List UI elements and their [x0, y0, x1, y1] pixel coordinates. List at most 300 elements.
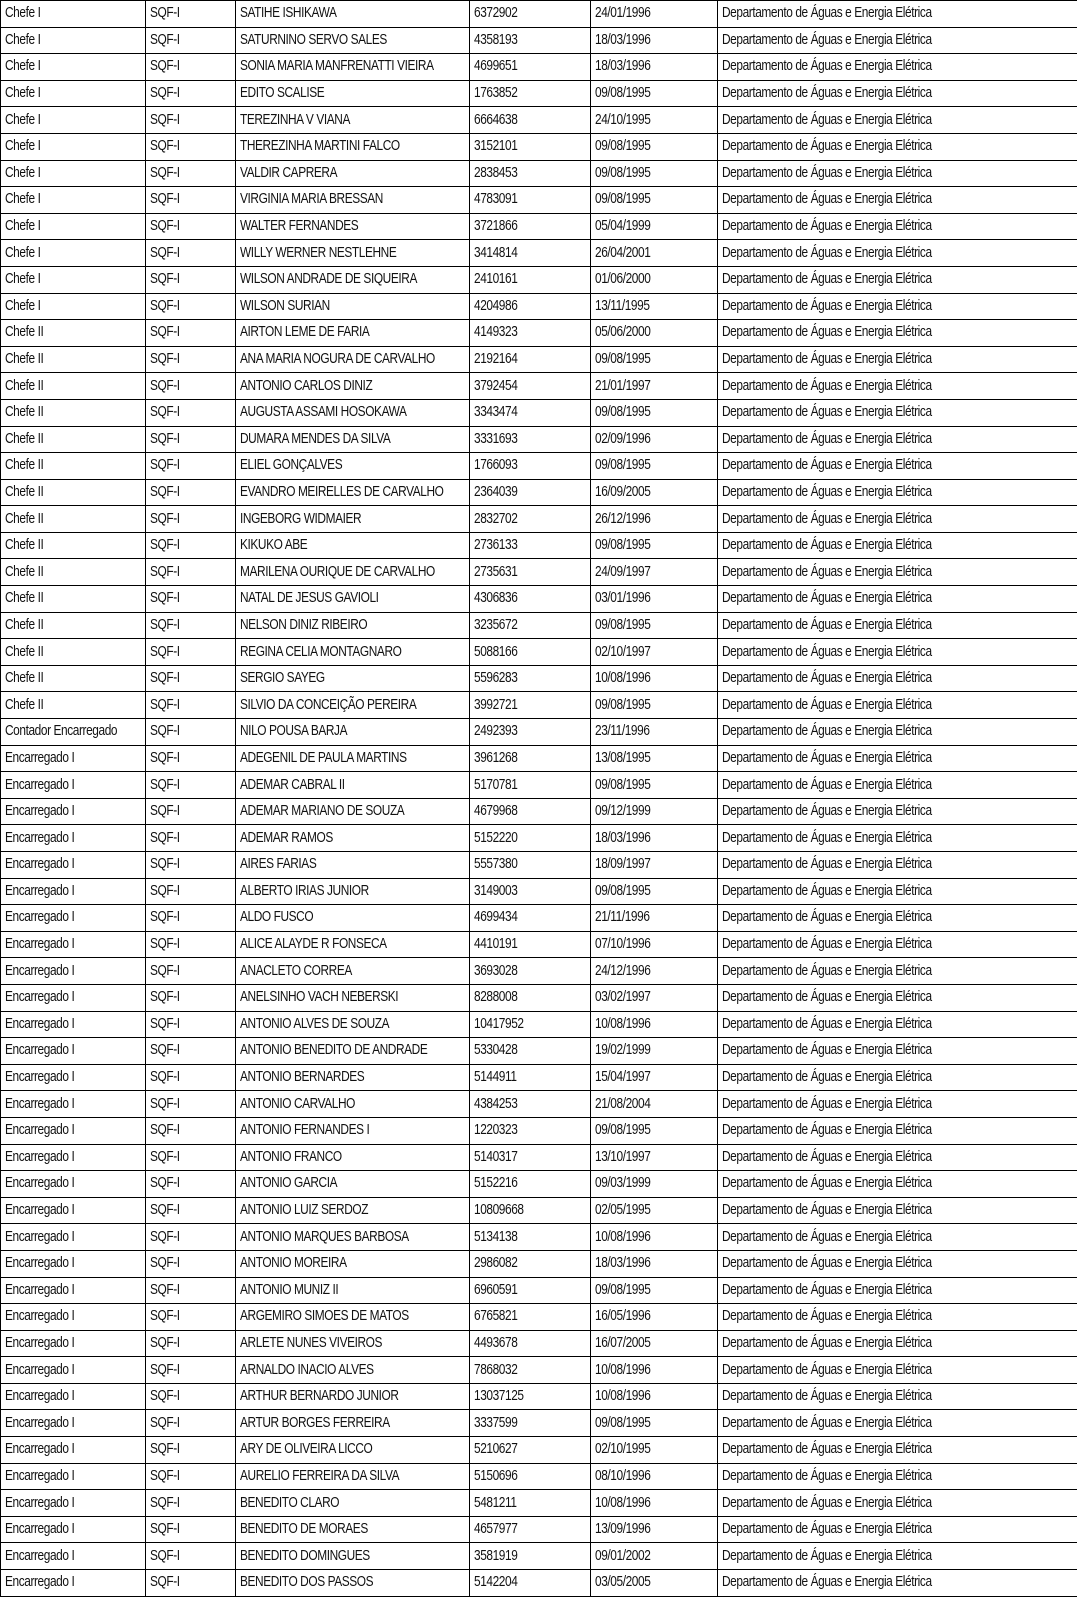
orgao-text: Departamento de Águas e Energia Elétrica [722, 1304, 932, 1329]
rg-cell [470, 931, 591, 958]
rg-text: 2832702 [474, 507, 517, 532]
cargo-cell [1, 878, 146, 905]
orgao-cell [718, 1091, 1077, 1118]
cargo-text: Chefe I [5, 134, 40, 159]
quadro-text: SQF-I [150, 1464, 180, 1489]
nome-cell [236, 266, 470, 293]
nome-text: ARY DE OLIVEIRA LICCO [240, 1437, 372, 1462]
quadro-cell [146, 798, 236, 825]
orgao-cell [718, 187, 1077, 214]
quadro-cell [146, 719, 236, 746]
nome-text: ANTONIO CARVALHO [240, 1092, 355, 1117]
nome-cell [236, 1490, 470, 1517]
orgao-cell [718, 612, 1077, 639]
table-row [1, 1383, 1077, 1410]
orgao-cell [718, 453, 1077, 480]
quadro-text: SQF-I [150, 932, 180, 957]
nome-text: WALTER FERNANDES [240, 214, 358, 239]
cargo-cell [1, 1516, 146, 1543]
table-row [1, 1091, 1077, 1118]
orgao-text: Departamento de Águas e Energia Elétrica [722, 1491, 932, 1516]
rg-cell [470, 1490, 591, 1517]
rg-text: 4410191 [474, 932, 517, 957]
table-row [1, 559, 1077, 586]
quadro-cell [146, 1011, 236, 1038]
data-text: 10/08/1996 [595, 1012, 650, 1037]
cargo-cell [1, 1197, 146, 1224]
rg-text: 6960591 [474, 1278, 517, 1303]
quadro-text: SQF-I [150, 294, 180, 319]
cargo-cell [1, 1011, 146, 1038]
orgao-cell [718, 54, 1077, 81]
rg-cell [470, 612, 591, 639]
cargo-text: Chefe I [5, 1, 40, 26]
quadro-text: SQF-I [150, 241, 180, 266]
orgao-text: Departamento de Águas e Energia Elétrica [722, 1464, 932, 1489]
quadro-text: SQF-I [150, 1384, 180, 1409]
nome-cell [236, 1091, 470, 1118]
quadro-cell [146, 878, 236, 905]
orgao-cell [718, 107, 1077, 134]
data-text: 26/12/1996 [595, 507, 650, 532]
cargo-cell [1, 852, 146, 879]
data-cell [591, 240, 718, 267]
data-cell [591, 293, 718, 320]
quadro-cell [146, 586, 236, 613]
orgao-cell [718, 27, 1077, 54]
data-cell [591, 852, 718, 879]
rg-text: 3152101 [474, 134, 517, 159]
nome-text: NATAL DE JESUS GAVIOLI [240, 586, 379, 611]
nome-cell [236, 373, 470, 400]
rg-cell [470, 479, 591, 506]
nome-text: ANTONIO BENEDITO DE ANDRADE [240, 1038, 427, 1063]
orgao-text: Departamento de Águas e Energia Elétrica [722, 507, 932, 532]
data-cell [591, 1570, 718, 1597]
rg-text: 7868032 [474, 1358, 517, 1383]
cargo-cell [1, 798, 146, 825]
orgao-cell [718, 984, 1077, 1011]
data-cell [591, 1171, 718, 1198]
nome-text: ANTONIO BERNARDES [240, 1065, 364, 1090]
table-row [1, 240, 1077, 267]
nome-text: ANACLETO CORREA [240, 959, 352, 984]
cargo-cell [1, 54, 146, 81]
orgao-text: Departamento de Águas e Energia Elétrica [722, 427, 932, 452]
quadro-cell [146, 54, 236, 81]
orgao-cell [718, 772, 1077, 799]
orgao-text: Departamento de Águas e Energia Elétrica [722, 1278, 932, 1303]
cargo-text: Encarregado I [5, 1251, 74, 1276]
orgao-text: Departamento de Águas e Energia Elétrica [722, 693, 932, 718]
nome-cell [236, 1437, 470, 1464]
rg-cell [470, 1144, 591, 1171]
nome-cell [236, 506, 470, 533]
orgao-cell [718, 1410, 1077, 1437]
cargo-cell [1, 107, 146, 134]
nome-text: ALICE ALAYDE R FONSECA [240, 932, 387, 957]
table-row [1, 586, 1077, 613]
cargo-cell [1, 1570, 146, 1597]
nome-cell [236, 1277, 470, 1304]
quadro-text: SQF-I [150, 1358, 180, 1383]
orgao-text: Departamento de Águas e Energia Elétrica [722, 640, 932, 665]
orgao-text: Departamento de Águas e Energia Elétrica [722, 719, 932, 744]
quadro-text: SQF-I [150, 746, 180, 771]
rg-text: 1766093 [474, 453, 517, 478]
cargo-text: Encarregado I [5, 879, 74, 904]
quadro-text: SQF-I [150, 1331, 180, 1356]
quadro-text: SQF-I [150, 161, 180, 186]
quadro-text: SQF-I [150, 480, 180, 505]
quadro-cell [146, 1144, 236, 1171]
nome-text: ANTONIO MOREIRA [240, 1251, 347, 1276]
table-row [1, 27, 1077, 54]
orgao-cell [718, 346, 1077, 373]
nome-cell [236, 399, 470, 426]
nome-cell [236, 213, 470, 240]
rg-text: 5330428 [474, 1038, 517, 1063]
rg-text: 4679968 [474, 799, 517, 824]
rg-text: 3149003 [474, 879, 517, 904]
data-text: 18/03/1996 [595, 28, 650, 53]
nome-text: BENEDITO DOMINGUES [240, 1544, 370, 1569]
orgao-cell [718, 426, 1077, 453]
rg-text: 10809668 [474, 1198, 524, 1223]
data-text: 10/08/1996 [595, 1491, 650, 1516]
rg-cell [470, 133, 591, 160]
data-cell [591, 878, 718, 905]
nome-text: MARILENA OURIQUE DE CARVALHO [240, 560, 435, 585]
cargo-cell [1, 958, 146, 985]
orgao-cell [718, 240, 1077, 267]
rg-text: 3414814 [474, 241, 517, 266]
rg-cell [470, 719, 591, 746]
rg-text: 3337599 [474, 1411, 517, 1436]
cargo-cell [1, 293, 146, 320]
cargo-text: Chefe II [5, 507, 43, 532]
orgao-text: Departamento de Águas e Energia Elétrica [722, 214, 932, 239]
quadro-text: SQF-I [150, 560, 180, 585]
quadro-cell [146, 453, 236, 480]
cargo-text: Encarregado I [5, 1544, 74, 1569]
orgao-text: Departamento de Águas e Energia Elétrica [722, 28, 932, 53]
quadro-cell [146, 1304, 236, 1331]
orgao-text: Departamento de Águas e Energia Elétrica [722, 879, 932, 904]
quadro-cell [146, 160, 236, 187]
cargo-cell [1, 1038, 146, 1065]
cargo-cell [1, 506, 146, 533]
rg-cell [470, 160, 591, 187]
quadro-text: SQF-I [150, 400, 180, 425]
orgao-text: Departamento de Águas e Energia Elétrica [722, 54, 932, 79]
rg-text: 2986082 [474, 1251, 517, 1276]
data-cell [591, 54, 718, 81]
data-text: 09/08/1995 [595, 81, 650, 106]
quadro-text: SQF-I [150, 905, 180, 930]
orgao-cell [718, 293, 1077, 320]
data-text: 09/08/1995 [595, 879, 650, 904]
quadro-text: SQF-I [150, 54, 180, 79]
nome-text: ALDO FUSCO [240, 905, 313, 930]
orgao-cell [718, 1516, 1077, 1543]
orgao-cell [718, 532, 1077, 559]
data-text: 21/01/1997 [595, 374, 650, 399]
nome-cell [236, 612, 470, 639]
rg-cell [470, 80, 591, 107]
nome-cell [236, 1, 470, 28]
nome-text: ALBERTO IRIAS JUNIOR [240, 879, 369, 904]
nome-text: WILSON SURIAN [240, 294, 330, 319]
nome-text: EDITO SCALISE [240, 81, 324, 106]
data-cell [591, 1117, 718, 1144]
orgao-cell [718, 692, 1077, 719]
data-cell [591, 931, 718, 958]
quadro-text: SQF-I [150, 1145, 180, 1170]
cargo-text: Encarregado I [5, 985, 74, 1010]
nome-cell [236, 1224, 470, 1251]
orgao-text: Departamento de Águas e Energia Elétrica [722, 1411, 932, 1436]
table-row [1, 133, 1077, 160]
table-row [1, 532, 1077, 559]
cargo-cell [1, 213, 146, 240]
rg-cell [470, 958, 591, 985]
cargo-cell [1, 133, 146, 160]
rg-cell [470, 320, 591, 347]
quadro-cell [146, 479, 236, 506]
nome-text: BENEDITO DOS PASSOS [240, 1570, 373, 1595]
quadro-cell [146, 905, 236, 932]
data-text: 16/05/1996 [595, 1304, 650, 1329]
rg-text: 4493678 [474, 1331, 517, 1356]
rg-text: 3235672 [474, 613, 517, 638]
quadro-text: SQF-I [150, 613, 180, 638]
data-cell [591, 426, 718, 453]
orgao-text: Departamento de Águas e Energia Elétrica [722, 1145, 932, 1170]
nome-text: TEREZINHA V VIANA [240, 108, 350, 133]
table-row [1, 320, 1077, 347]
quadro-text: SQF-I [150, 719, 180, 744]
data-cell [591, 107, 718, 134]
quadro-cell [146, 1463, 236, 1490]
orgao-text: Departamento de Águas e Energia Elétrica [722, 773, 932, 798]
orgao-cell [718, 931, 1077, 958]
nome-text: ADEMAR MARIANO DE SOUZA [240, 799, 404, 824]
rg-cell [470, 825, 591, 852]
orgao-cell [718, 1, 1077, 28]
cargo-cell [1, 399, 146, 426]
rg-cell [470, 346, 591, 373]
quadro-cell [146, 133, 236, 160]
cargo-cell [1, 187, 146, 214]
table-row [1, 1357, 1077, 1384]
orgao-cell [718, 665, 1077, 692]
cargo-cell [1, 1357, 146, 1384]
quadro-cell [146, 1171, 236, 1198]
cargo-cell [1, 665, 146, 692]
rg-cell [470, 1516, 591, 1543]
quadro-text: SQF-I [150, 1437, 180, 1462]
nome-text: AUGUSTA ASSAMI HOSOKAWA [240, 400, 407, 425]
rg-text: 3961268 [474, 746, 517, 771]
orgao-cell [718, 1463, 1077, 1490]
rg-cell [470, 1304, 591, 1331]
nome-cell [236, 133, 470, 160]
quadro-cell [146, 958, 236, 985]
nome-text: NILO POUSA BARJA [240, 719, 347, 744]
quadro-text: SQF-I [150, 1198, 180, 1223]
orgao-text: Departamento de Águas e Energia Elétrica [722, 400, 932, 425]
orgao-cell [718, 559, 1077, 586]
data-text: 13/11/1995 [595, 294, 650, 319]
orgao-text: Departamento de Águas e Energia Elétrica [722, 932, 932, 957]
cargo-text: Chefe II [5, 374, 43, 399]
rg-text: 3343474 [474, 400, 517, 425]
orgao-text: Departamento de Águas e Energia Elétrica [722, 746, 932, 771]
rg-cell [470, 1117, 591, 1144]
quadro-cell [146, 825, 236, 852]
data-cell [591, 1410, 718, 1437]
orgao-text: Departamento de Águas e Energia Elétrica [722, 799, 932, 824]
orgao-cell [718, 878, 1077, 905]
orgao-text: Departamento de Águas e Energia Elétrica [722, 374, 932, 399]
nome-text: BENEDITO DE MORAES [240, 1517, 368, 1542]
cargo-text: Chefe I [5, 187, 40, 212]
table-row [1, 1224, 1077, 1251]
data-cell [591, 187, 718, 214]
quadro-text: SQF-I [150, 799, 180, 824]
quadro-cell [146, 1437, 236, 1464]
cargo-cell [1, 80, 146, 107]
nome-cell [236, 80, 470, 107]
data-text: 05/06/2000 [595, 320, 650, 345]
cargo-text: Encarregado I [5, 1145, 74, 1170]
orgao-text: Departamento de Águas e Energia Elétrica [722, 959, 932, 984]
data-text: 03/05/2005 [595, 1570, 650, 1595]
data-text: 09/08/1995 [595, 773, 650, 798]
cargo-text: Encarregado I [5, 1304, 74, 1329]
data-text: 16/07/2005 [595, 1331, 650, 1356]
data-text: 09/08/1995 [595, 533, 650, 558]
table-row [1, 1038, 1077, 1065]
rg-cell [470, 905, 591, 932]
quadro-cell [146, 1224, 236, 1251]
cargo-cell [1, 1383, 146, 1410]
nome-text: SONIA MARIA MANFRENATTI VIEIRA [240, 54, 434, 79]
nome-text: VALDIR CAPRERA [240, 161, 337, 186]
cargo-cell [1, 27, 146, 54]
rg-cell [470, 1357, 591, 1384]
quadro-text: SQF-I [150, 1411, 180, 1436]
table-row [1, 1570, 1077, 1597]
table-row [1, 1543, 1077, 1570]
cargo-cell [1, 1250, 146, 1277]
rg-text: 5150696 [474, 1464, 517, 1489]
data-text: 21/08/2004 [595, 1092, 650, 1117]
table-row [1, 931, 1077, 958]
orgao-cell [718, 1197, 1077, 1224]
nome-cell [236, 931, 470, 958]
quadro-text: SQF-I [150, 1038, 180, 1063]
orgao-cell [718, 213, 1077, 240]
quadro-text: SQF-I [150, 187, 180, 212]
cargo-cell [1, 160, 146, 187]
table-row [1, 54, 1077, 81]
data-text: 05/04/1999 [595, 214, 650, 239]
rg-text: 5481211 [474, 1491, 517, 1516]
rg-text: 4699434 [474, 905, 517, 930]
orgao-cell [718, 798, 1077, 825]
quadro-text: SQF-I [150, 1225, 180, 1250]
nome-text: ARTUR BORGES FERREIRA [240, 1411, 390, 1436]
rg-cell [470, 426, 591, 453]
cargo-cell [1, 346, 146, 373]
data-cell [591, 559, 718, 586]
cargo-text: Encarregado I [5, 1570, 74, 1595]
cargo-text: Contador Encarregado [5, 719, 117, 744]
data-cell [591, 80, 718, 107]
orgao-cell [718, 719, 1077, 746]
cargo-text: Chefe I [5, 108, 40, 133]
rg-cell [470, 745, 591, 772]
rg-cell [470, 213, 591, 240]
rg-text: 5088166 [474, 640, 517, 665]
orgao-cell [718, 1330, 1077, 1357]
cargo-text: Chefe II [5, 640, 43, 665]
rg-text: 4204986 [474, 294, 517, 319]
nome-text: ANTONIO FERNANDES I [240, 1118, 369, 1143]
data-text: 09/08/1995 [595, 693, 650, 718]
nome-cell [236, 240, 470, 267]
rg-text: 4783091 [474, 187, 517, 212]
nome-text: ADEMAR CABRAL II [240, 773, 345, 798]
orgao-text: Departamento de Águas e Energia Elétrica [722, 267, 932, 292]
orgao-cell [718, 1117, 1077, 1144]
orgao-text: Departamento de Águas e Energia Elétrica [722, 1012, 932, 1037]
cargo-text: Chefe II [5, 666, 43, 691]
data-cell [591, 479, 718, 506]
orgao-text: Departamento de Águas e Energia Elétrica [722, 1038, 932, 1063]
nome-text: EVANDRO MEIRELLES DE CARVALHO [240, 480, 444, 505]
table-row [1, 878, 1077, 905]
data-text: 26/04/2001 [595, 241, 650, 266]
data-text: 09/08/1995 [595, 1278, 650, 1303]
data-text: 03/02/1997 [595, 985, 650, 1010]
nome-cell [236, 1064, 470, 1091]
cargo-cell [1, 266, 146, 293]
cargo-cell [1, 559, 146, 586]
rg-text: 1220323 [474, 1118, 517, 1143]
nome-text: ARGEMIRO SIMOES DE MATOS [240, 1304, 409, 1329]
nome-cell [236, 453, 470, 480]
nome-text: ANTONIO MUNIZ II [240, 1278, 338, 1303]
cargo-text: Chefe I [5, 161, 40, 186]
quadro-text: SQF-I [150, 826, 180, 851]
orgao-text: Departamento de Águas e Energia Elétrica [722, 1358, 932, 1383]
nome-cell [236, 958, 470, 985]
quadro-cell [146, 346, 236, 373]
nome-text: DUMARA MENDES DA SILVA [240, 427, 390, 452]
quadro-cell [146, 266, 236, 293]
nome-cell [236, 772, 470, 799]
orgao-text: Departamento de Águas e Energia Elétrica [722, 1544, 932, 1569]
nome-cell [236, 187, 470, 214]
orgao-cell [718, 506, 1077, 533]
table-row [1, 1171, 1077, 1198]
quadro-text: SQF-I [150, 1092, 180, 1117]
data-cell [591, 1144, 718, 1171]
nome-text: KIKUKO ABE [240, 533, 307, 558]
